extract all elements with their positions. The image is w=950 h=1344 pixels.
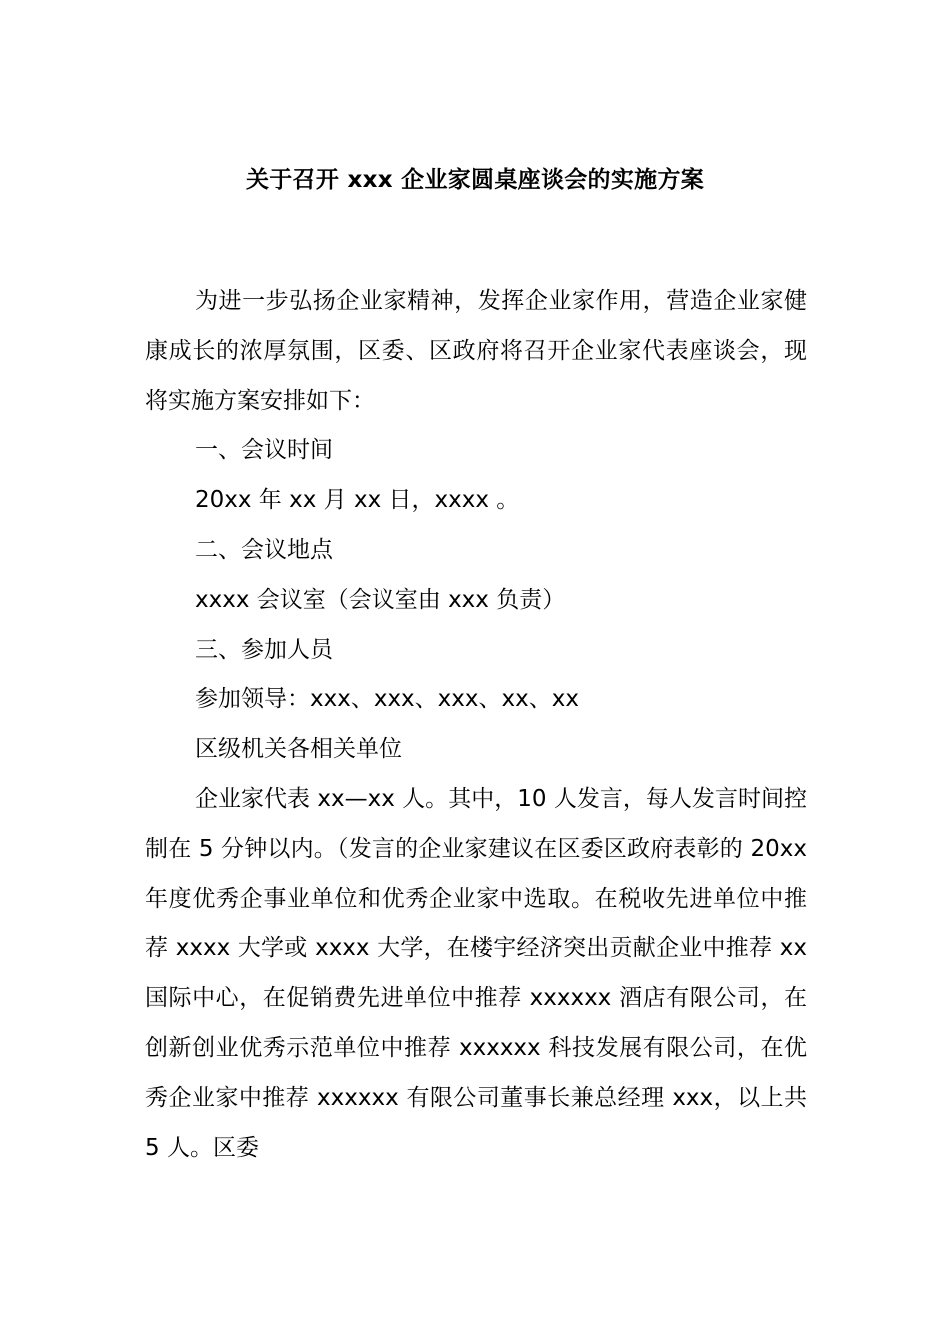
document-title: 关于召开 xxx 企业家圆桌座谈会的实施方案	[245, 167, 705, 193]
meeting-time-text: 20xx 年 xx 月 xx 日，xxxx 。	[195, 487, 520, 514]
section-heading-location: 二、会议地点	[195, 536, 333, 563]
meeting-location-text: xxxx 会议室（会议室由 xxx 负责）	[195, 586, 566, 613]
intro-paragraph: 为进一步弘扬企业家精神，发挥企业家作用，营造企业家健康成长的浓厚氛围，区委、区政府将召开企业家代表座谈会，现将实施方案安排如下：	[145, 288, 807, 414]
entrepreneurs-paragraph: 企业家代表 xx—xx 人。其中，10 人发言，每人发言时间控制在 5 分钟以内。（发言的企业家建议在区委区政府表彰的 20xx 年度优秀企事业单位和优秀企业家中选取。在税收先进单位中推荐 xxxx 大学或 xxxx 大学，在楼宇经济突出贡献企业中推荐 xx 国际中心，在促销费先进单位中推荐 xxxxxx 酒店有限公司，在创新创业优秀示范单位中推荐 xxxxxx 科技发展有限公司，在优秀企业家中推荐 xxxxxx 有限公司董事长兼总经理 xxx，以上共 5 人。区委	[145, 785, 807, 1161]
units-text: 区级机关各相关单位	[195, 736, 402, 763]
section-heading-time: 一、会议时间	[195, 437, 333, 464]
document-body	[145, 277, 807, 1173]
leaders-text: 参加领导：xxx、xxx、xxx、xx、xx	[195, 686, 579, 713]
section-heading-participants: 三、参加人员	[195, 636, 333, 663]
